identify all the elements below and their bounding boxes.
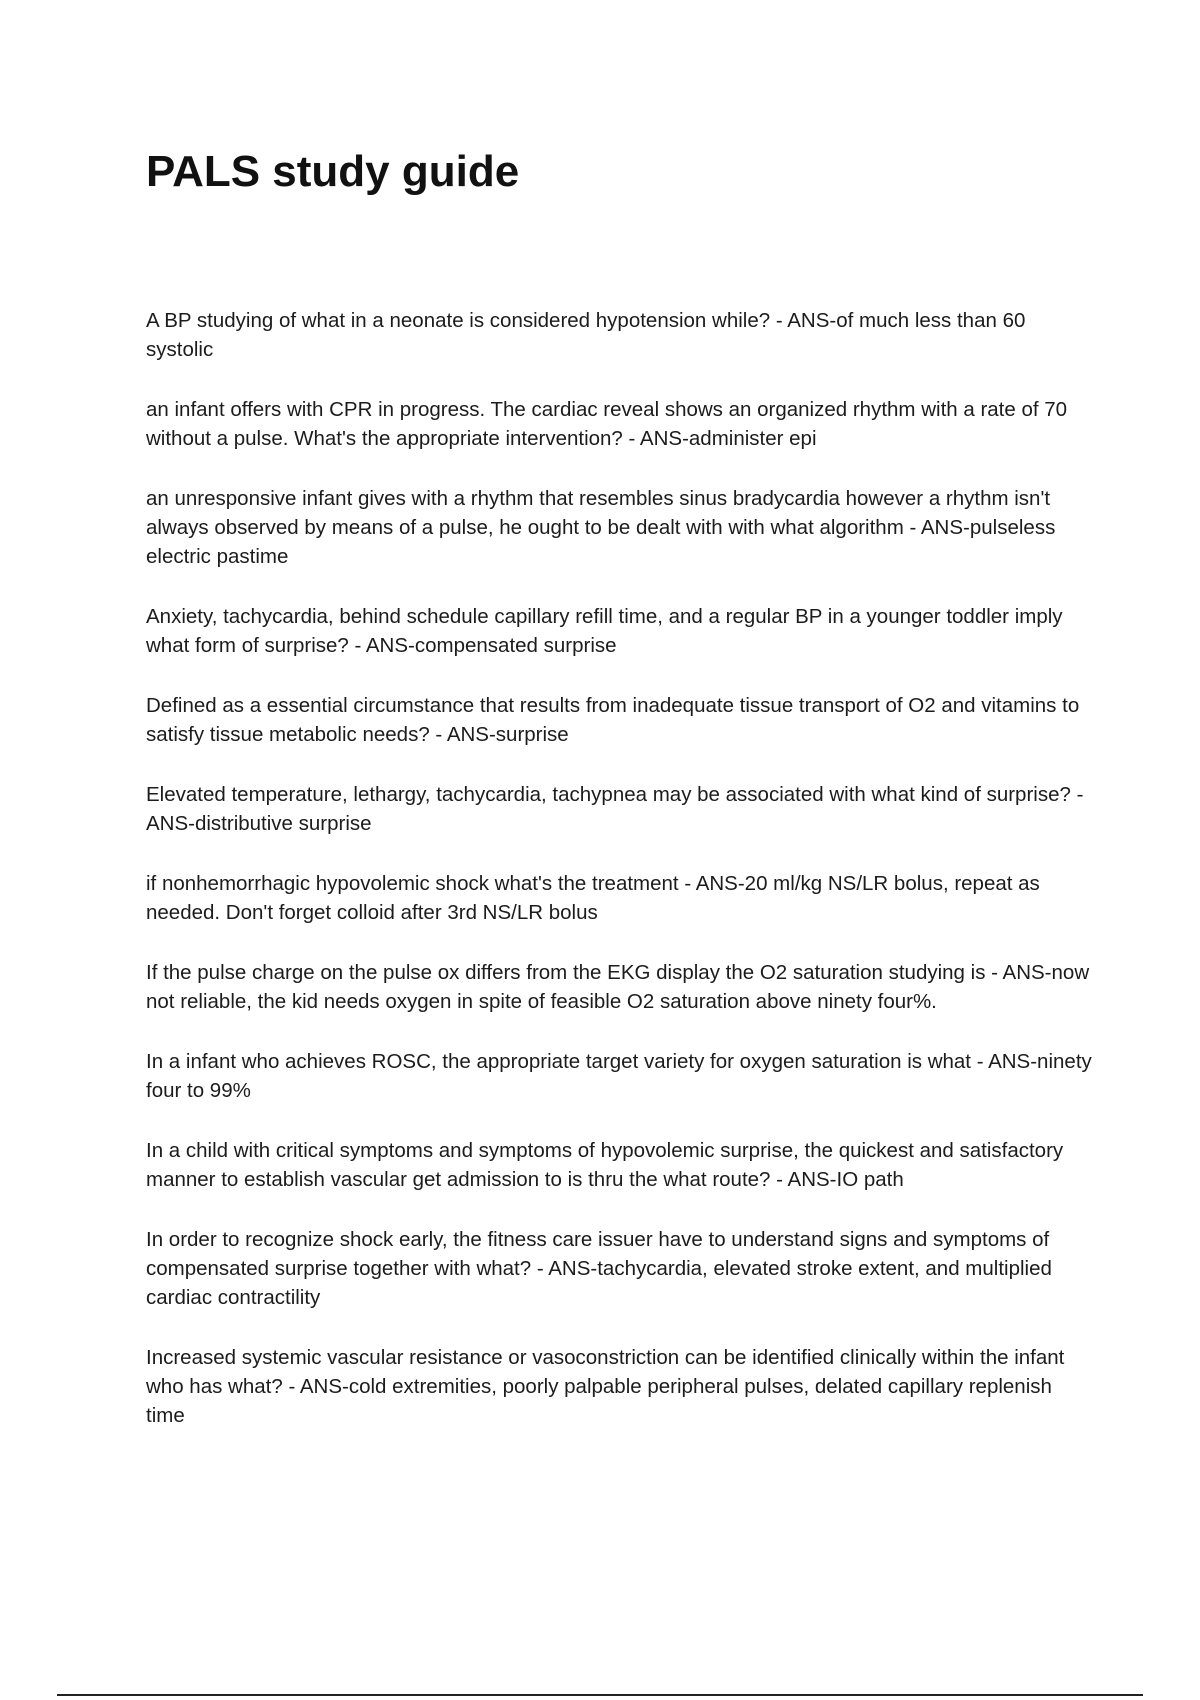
- qa-item: an infant offers with CPR in progress. The cardiac reveal shows an organized rhythm with a rate of 70 without a pulse. What's the appropriate intervention? - ANS-administer epi: [146, 398, 1068, 450]
- qa-item: Anxiety, tachycardia, behind schedule capillary refill time, and a regular BP in a younger toddler imply what form of surprise? - ANS-compensated surprise: [146, 605, 1063, 657]
- qa-item: In order to recognize shock early, the fitness care issuer have to understand signs and symptoms of compensated surprise together with what? - ANS-tachycardia, elevated stroke extent, and multiplied cardiac contractility: [146, 1228, 1052, 1309]
- footer-divider: [57, 1694, 1143, 1696]
- qa-item: Increased systemic vascular resistance or vasoconstriction can be identified clinically within the infant who has what? - ANS-cold extremities, poorly palpable peripheral pulses, delated capillary replenish time: [146, 1346, 1065, 1427]
- qa-item: If the pulse charge on the pulse ox differs from the EKG display the O2 saturation studying is - ANS-now not reliable, the kid needs oxygen in spite of feasible O2 saturation above ninety four%.: [146, 961, 1090, 1013]
- qa-item: if nonhemorrhagic hypovolemic shock what's the treatment - ANS-20 ml/kg NS/LR bolus, repeat as needed. Don't forget colloid after 3rd NS/LR bolus: [146, 872, 1040, 924]
- qa-list: [146, 306, 1096, 1461]
- qa-item: In a child with critical symptoms and symptoms of hypovolemic surprise, the quickest and satisfactory manner to establish vascular get admission to is thru the what route? - ANS-IO path: [146, 1139, 1064, 1191]
- page-title: PALS study guide: [146, 147, 520, 196]
- qa-item: an unresponsive infant gives with a rhythm that resembles sinus bradycardia however a rhythm isn't always observed by means of a pulse, he ought to be dealt with with what algorithm - ANS-pulseless electric pastime: [146, 487, 1056, 568]
- qa-item: Defined as a essential circumstance that results from inadequate tissue transport of O2 and vitamins to satisfy tissue metabolic needs? - ANS-surprise: [146, 694, 1080, 746]
- qa-item: In a infant who achieves ROSC, the appropriate target variety for oxygen saturation is what - ANS-ninety four to 99%: [146, 1050, 1092, 1102]
- qa-item: Elevated temperature, lethargy, tachycardia, tachypnea may be associated with what kind of surprise? - ANS-distributive surprise: [146, 783, 1084, 835]
- qa-item: A BP studying of what in a neonate is considered hypotension while? - ANS-of much less than 60 systolic: [146, 309, 1026, 361]
